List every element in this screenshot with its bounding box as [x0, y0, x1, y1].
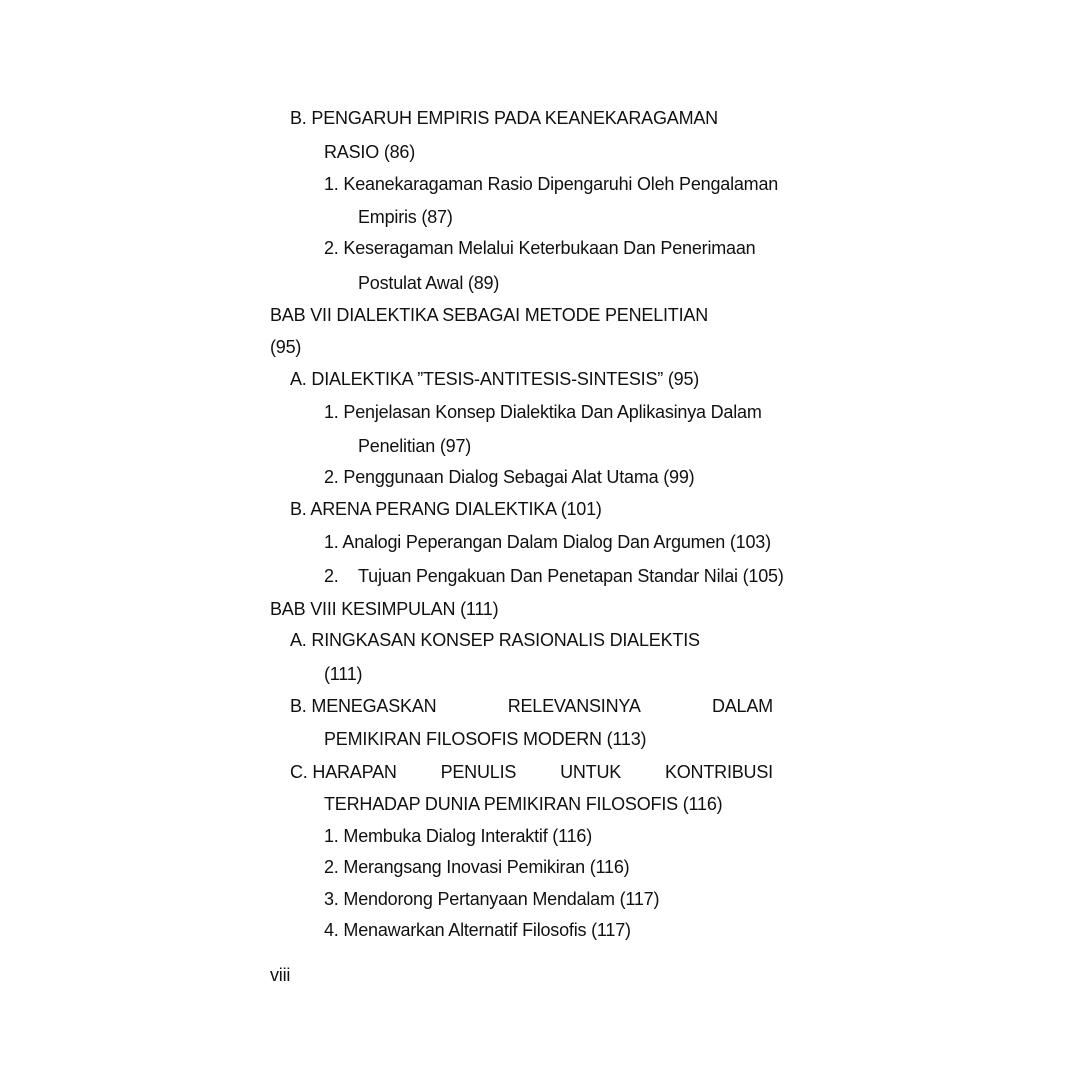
toc-word: C. HARAPAN [290, 762, 397, 782]
toc-subentry: 1. Keanekaragaman Rasio Dipengaruhi Oleh Pengalaman [324, 174, 779, 194]
toc-subentry: 2. Keseragaman Melalui Keterbukaan Dan Penerimaan [324, 238, 756, 258]
toc-entry-justified [290, 761, 773, 783]
toc-subentry: 3. Mendorong Pertanyaan Mendalam (117) [324, 889, 660, 909]
toc-subentry: 2. Penggunaan Dialog Sebagai Alat Utama (99) [324, 467, 695, 487]
toc-subentry: 1. Membuka Dialog Interaktif (116) [324, 826, 592, 846]
toc-entry-justified [290, 695, 773, 717]
toc-word: PENULIS [440, 762, 517, 782]
toc-chapter-heading: BAB VIII KESIMPULAN (111) [270, 599, 499, 619]
toc-entry-continuation: TERHADAP DUNIA PEMIKIRAN FILOSOFIS (116) [324, 794, 723, 814]
toc-entry: A. RINGKASAN KONSEP RASIONALIS DIALEKTIS [290, 630, 700, 650]
toc-subentry: 2. Merangsang Inovasi Pemikiran (116) [324, 857, 630, 877]
toc-entry-continuation: (111) [324, 664, 363, 684]
toc-word: RELEVANSINYA [507, 696, 641, 716]
toc-chapter-page: (95) [270, 337, 302, 357]
toc-subentry: 1. Penjelasan Konsep Dialektika Dan Aplikasinya Dalam [324, 402, 762, 422]
toc-entry-continuation: RASIO (86) [324, 142, 416, 162]
toc-subentry-continuation: Empiris (87) [358, 207, 453, 227]
toc-subentry-continuation: Penelitian (97) [358, 436, 472, 456]
toc-word: B. MENEGASKAN [290, 696, 437, 716]
page-number: viii [270, 965, 291, 985]
toc-subentry: 1. Analogi Peperangan Dalam Dialog Dan Argumen (103) [324, 532, 771, 552]
toc-subentry: Tujuan Pengakuan Dan Penetapan Standar Nilai (105) [358, 566, 784, 586]
toc-subentry-number: 2. [324, 566, 339, 586]
toc-subentry: 4. Menawarkan Alternatif Filosofis (117) [324, 920, 631, 940]
toc-word: KONTRIBUSI [664, 762, 773, 782]
toc-word: UNTUK [560, 762, 622, 782]
toc-entry: B. ARENA PERANG DIALEKTIKA (101) [290, 499, 602, 519]
toc-subentry-continuation: Postulat Awal (89) [358, 273, 500, 293]
toc-entry: B. PENGARUH EMPIRIS PADA KEANEKARAGAMAN [290, 108, 718, 128]
toc-entry: A. DIALEKTIKA ”TESIS-ANTITESIS-SINTESIS” (95) [290, 369, 700, 389]
toc-chapter-heading: BAB VII DIALEKTIKA SEBAGAI METODE PENELITIAN [270, 305, 709, 325]
toc-word: DALAM [711, 696, 773, 716]
toc-entry-continuation: PEMIKIRAN FILOSOFIS MODERN (113) [324, 729, 647, 749]
